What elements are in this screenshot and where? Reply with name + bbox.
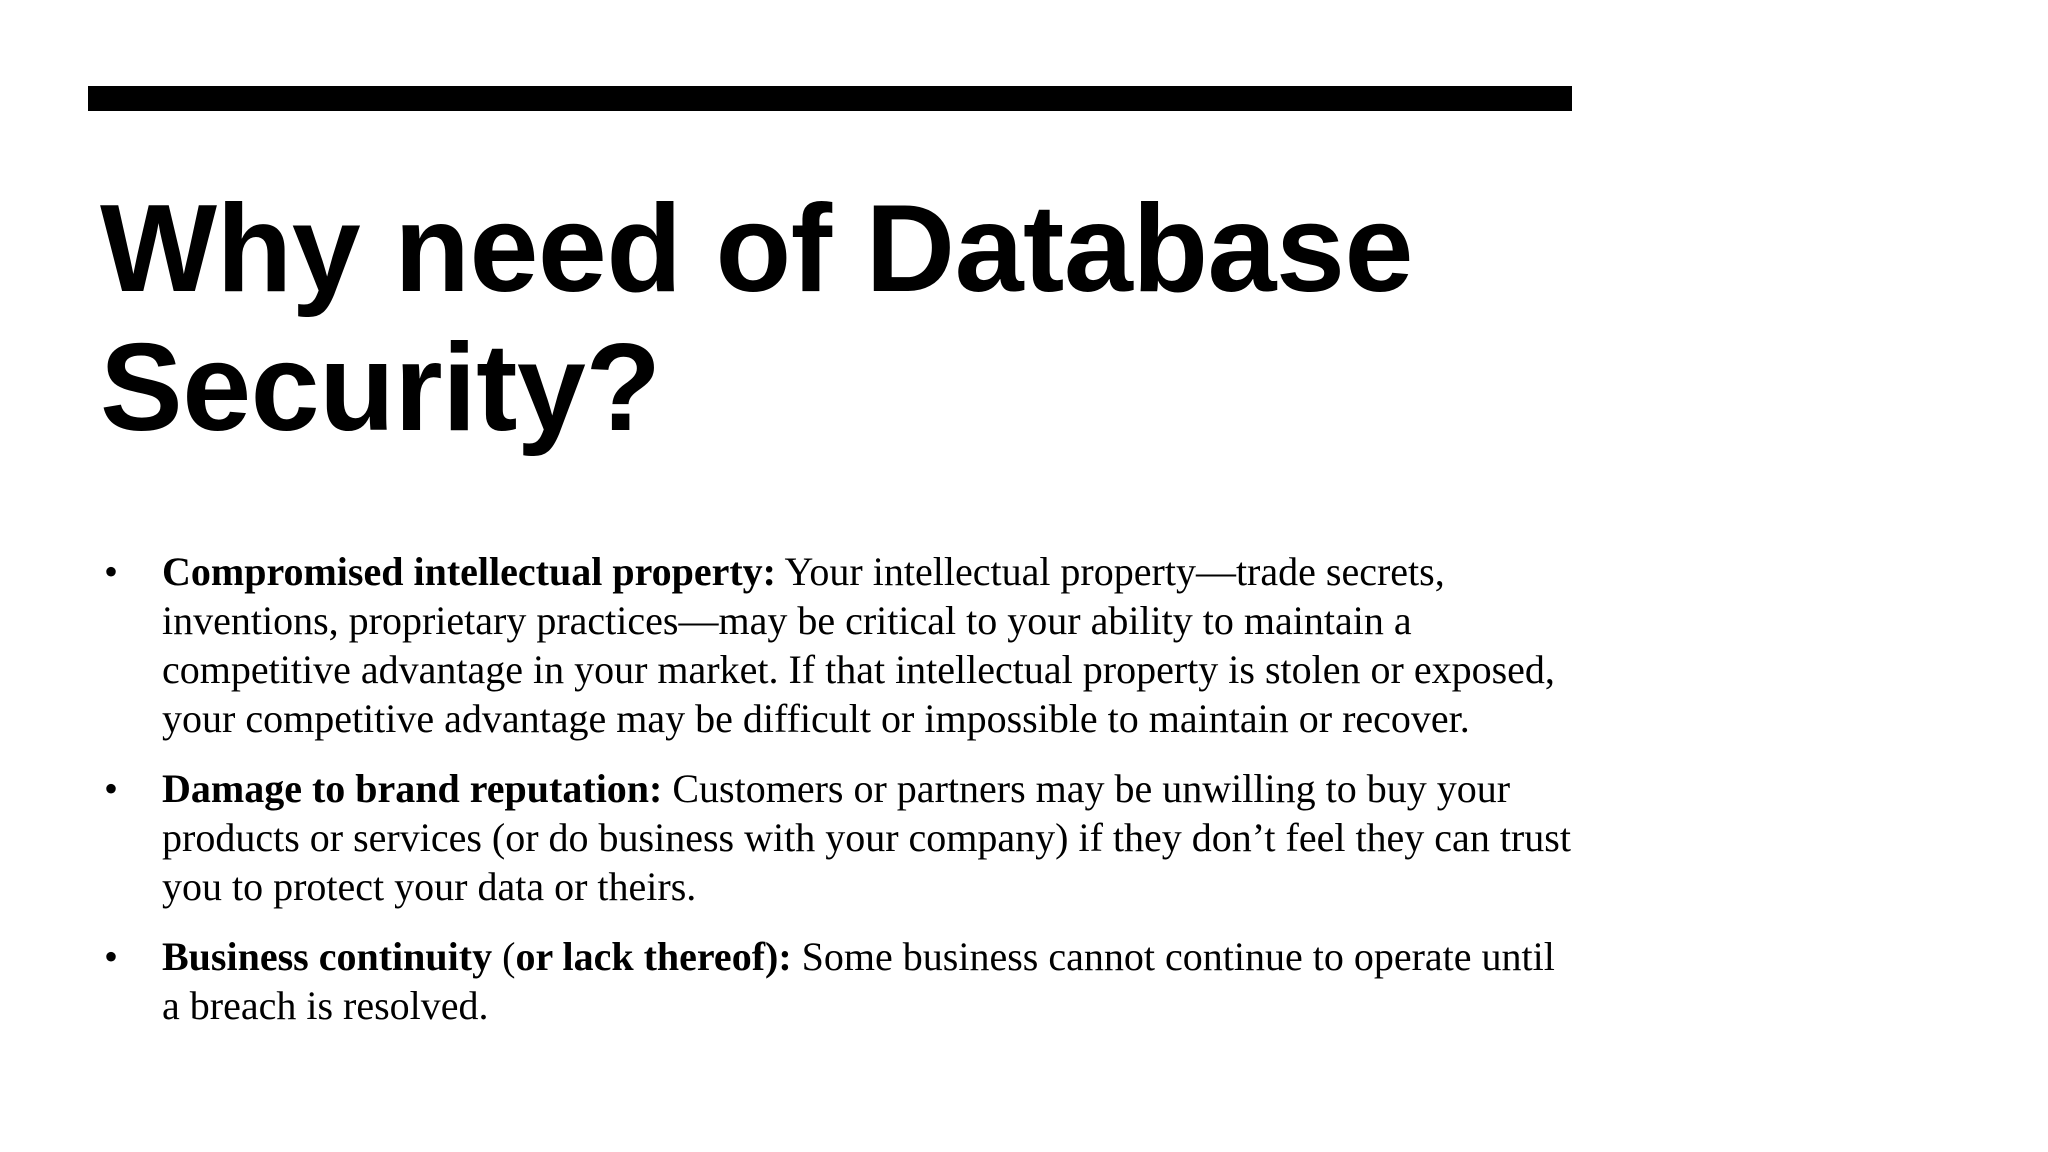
title-line-2: Security? — [100, 319, 661, 457]
bullet-icon: • — [104, 549, 119, 594]
bullet-list — [100, 547, 1640, 1051]
bullet-term: or lack thereof — [515, 934, 766, 979]
bullet-text: Some business cannot continue to operate until — [791, 934, 1555, 979]
slide-title — [100, 180, 1600, 458]
title-rule — [88, 86, 1572, 111]
bullet-text: a breach is resolved. — [162, 983, 489, 1028]
bullet-term: Business continuity — [162, 934, 493, 979]
bullet-item-business-continuity — [100, 932, 1640, 1030]
bullet-term: Compromised intellectual property: — [162, 549, 777, 594]
bullet-text: products or services (or do business with your company) if they don’t feel they can trust — [162, 815, 1571, 860]
bullet-text: Customers or partners may be unwilling to buy your — [662, 766, 1511, 811]
bullet-icon: • — [104, 934, 119, 979]
bullet-text: inventions, proprietary practices—may be critical to your ability to maintain a — [162, 598, 1412, 643]
bullet-term: Damage to brand reputation: — [162, 766, 663, 811]
bullet-icon: • — [104, 766, 119, 811]
bullet-line — [162, 764, 1640, 813]
bullet-term-paren: ) — [765, 934, 779, 979]
bullet-term-colon: : — [778, 934, 792, 979]
bullet-line — [162, 932, 1640, 981]
bullet-item-intellectual-property — [100, 547, 1640, 743]
bullet-text: competitive advantage in your market. If that intellectual property is stolen or exposed, — [162, 647, 1555, 692]
bullet-text: your competitive advantage may be difficult or impossible to maintain or recover. — [162, 696, 1470, 741]
bullet-line — [162, 547, 1640, 596]
bullet-item-brand-reputation — [100, 764, 1640, 911]
title-line-1: Why need of Database — [100, 180, 1413, 318]
bullet-term-paren: ( — [492, 934, 516, 979]
bullet-text: Your intellectual property—trade secrets, — [776, 549, 1445, 594]
bullet-text: you to protect your data or theirs. — [162, 864, 697, 909]
